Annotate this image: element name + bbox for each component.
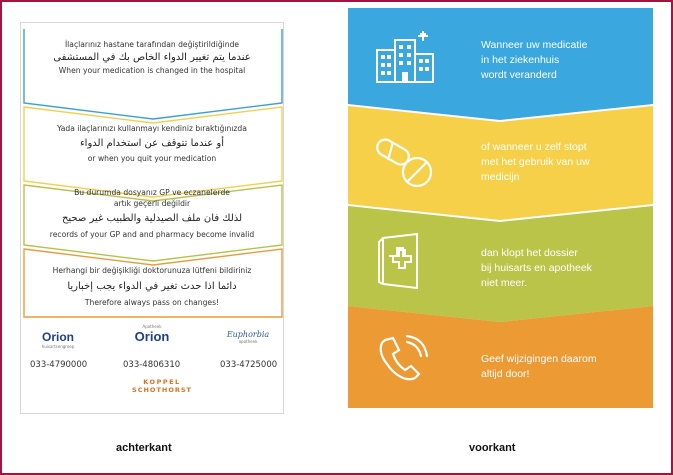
euphorbia-logo-mark: Euphorbia xyxy=(226,330,270,339)
arabic-text: أو عندما تتوقف عن استخدام الدواء xyxy=(79,138,225,149)
pills-icon xyxy=(373,136,437,192)
band-text xyxy=(481,38,587,83)
front-side-panel xyxy=(348,8,653,408)
turkish-text: Yada ilaçlarınızı kullanmayı kendiniz bıraktığınızda xyxy=(57,124,247,133)
front-band-phone xyxy=(348,306,653,408)
arabic-text: دائما اذا حدث تغير في الدواء يجب إخباريا xyxy=(67,281,237,292)
band-text xyxy=(481,140,590,185)
logo-subtitle: apotheek xyxy=(238,339,258,344)
phone-number: 033-4725000 xyxy=(220,360,278,370)
partner-logos xyxy=(20,324,284,410)
euphorbia-logo xyxy=(216,330,280,344)
hospital-icon xyxy=(373,30,437,84)
koppel-schothorst-logo xyxy=(130,378,194,394)
turkish-text: İlaçlarınız hastane tarafından değiştirildiğinde xyxy=(64,40,240,49)
front-band-file xyxy=(348,206,653,322)
english-text: Therefore always pass on changes! xyxy=(84,298,220,307)
logo-subtitle: Apotheek xyxy=(142,324,162,329)
orion-huisartsen-logo xyxy=(28,330,88,349)
english-text: When your medication is changed in the hospital xyxy=(58,66,246,75)
orion-logo-mark: Orion xyxy=(134,329,170,344)
band-text xyxy=(481,352,597,382)
koppel-logo-line2: SCHOTHORST xyxy=(132,386,192,394)
medical-file-icon xyxy=(373,232,429,290)
back-section-4 xyxy=(21,265,283,308)
band-text-line: medicijn xyxy=(481,171,520,183)
caption-back: achterkant xyxy=(116,442,172,454)
orion-logo-mark: Orion xyxy=(42,330,74,344)
band-text-line: altijd door! xyxy=(481,368,530,380)
phone-icon xyxy=(373,332,433,388)
band-text-line: Wanneer uw medicatie xyxy=(481,39,588,51)
turkish-text: Herhangi bir değişikliği doktorunuza lütfeni bildiriniz xyxy=(52,266,252,275)
band-text-line: met het gebruik van uw xyxy=(481,156,590,168)
band-text-line: Geef wijzigingen daarom xyxy=(481,353,597,365)
english-text: records of your GP and and pharmacy become invalid xyxy=(49,230,255,239)
arabic-text: عندما يتم تغيير الدواء الخاص بك في المستشفى xyxy=(53,52,251,63)
english-text: or when you quit your medication xyxy=(87,154,217,163)
phone-number: 033-4790000 xyxy=(30,360,88,370)
caption-front: voorkant xyxy=(469,442,516,454)
band-text-line: niet meer. xyxy=(481,277,528,289)
back-section-3-rest xyxy=(21,211,283,240)
turkish-text: Bu durumda dosyanız GP ve eczanelerde artık geçerli değildir xyxy=(74,188,230,208)
phone-number: 033-4806310 xyxy=(123,360,181,370)
back-section-2 xyxy=(21,123,283,164)
arabic-text: لذلك فان ملف الصيدلية والطبيب غير صحيح xyxy=(61,213,243,224)
band-text-line: in het ziekenhuis xyxy=(481,54,560,66)
band-text-line: wordt veranderd xyxy=(481,69,557,81)
front-band-hospital xyxy=(348,8,653,120)
band-text-line: dan klopt het dossier xyxy=(481,247,578,259)
back-section-3 xyxy=(21,187,283,209)
band-text-line: bij huisarts en apotheek xyxy=(481,262,592,274)
koppel-logo-line1: KOPPEL xyxy=(143,378,181,386)
orion-apotheek-logo xyxy=(122,324,182,344)
front-band-pills xyxy=(348,106,653,220)
band-text xyxy=(481,246,592,291)
logo-subtitle: huisartsengroep xyxy=(41,344,75,349)
band-text-line: of wanneer u zelf stopt xyxy=(481,141,587,153)
back-section-1 xyxy=(21,39,283,76)
